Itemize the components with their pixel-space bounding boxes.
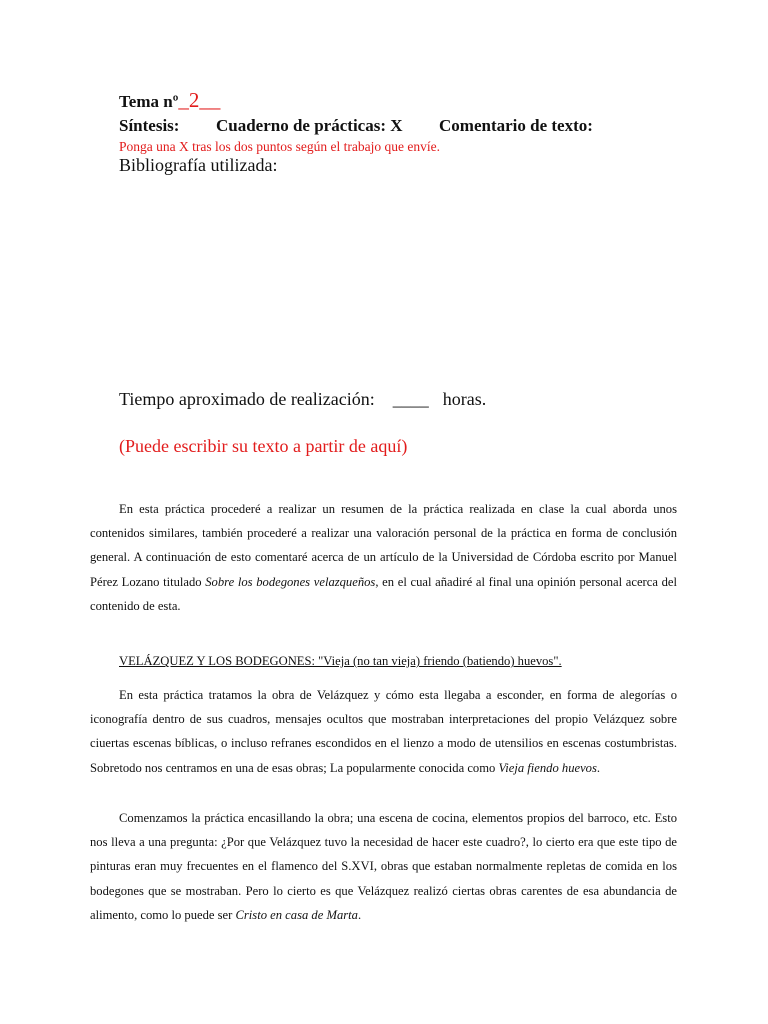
bibliografia-label: Bibliografía utilizada: [119,155,278,175]
tema-label: Tema nº [119,92,179,111]
paragraph-velazquez-text-a: En esta práctica tratamos la obra de Velázquez y cómo esta llegaba a esconder, en forma de alegorías o iconografía dentro de sus cuadros, mensajes ocultos que mostraban interpretaciones del propio Velázquez sobre ciuertas escenas bíblicas, o incluso refranes escondidos en el lienzo a modo de utensilios en escenas costumbristas. Sobretodo nos centramos en una de esas obras; La popularmente conocida como [90,688,677,775]
instruction-text: Ponga una X tras los dos puntos según el trabajo que envíe. [119,139,440,154]
painting-title-vieja: Vieja fiendo huevos [498,760,597,775]
tiempo-label: Tiempo aproximado de realización: [119,389,375,409]
tiempo-unit: horas. [442,389,487,409]
painting-title-cristo: Cristo en casa de Marta [235,907,358,922]
paragraph-intro-text-b: , en el cual añadiré al final una opinión personal acerca del contenido de esta. [90,574,677,613]
comentario-label: Comentario de texto: [439,116,593,135]
tema-line [119,88,220,113]
article-title: Sobre los bodegones velazqueños [205,574,376,589]
tiempo-blank: ____ [392,389,429,409]
paragraph-velazquez [90,683,677,780]
cuaderno-label: Cuaderno de prácticas: X [216,116,403,135]
section-title: VELÁZQUEZ Y LOS BODEGONES: "Vieja (no tan vieja) friendo (batiendo) huevos". [119,654,562,668]
paragraph-intro-text-a: En esta práctica procederé a realizar un resumen de la práctica realizada en clase la cual aborda unos contenidos similares, también procederé a realizar una valoración personal de la práctica en forma de conclusión general. A continuación de esto comentaré acerca de un artículo de la Universidad de Córdoba escrito por Manuel Pérez Lozano titulado [90,502,677,589]
paragraph-comenzamos [90,806,677,927]
sintesis-label: Síntesis: [119,116,180,135]
tema-number: _2__ [178,88,221,112]
paragraph-comenzamos-text-a: Comenzamos la práctica encasillando la obra; una escena de cocina, elementos propios del barroco, etc. Esto nos lleva a una pregunta: ¿Por que Velázquez tuvo la necesidad de hacer este cuadro?, lo cierto era que este tipo de pinturas eran muy frecuentes en el flamenco del S.XVI, obras que estaban normalmente repletas de comida en los bodegones que se mostraban. Pero lo cierto es que Velázquez realizó ciertas obras carentes de esa abundancia de alimento, como lo puede ser [90,811,677,922]
tiempo-line [119,389,486,410]
puede-escribir-text: (Puede escribir su texto a partir de aquí) [119,436,408,456]
paragraph-intro [90,497,677,618]
paragraph-comenzamos-text-b: . [357,907,362,922]
work-type-line [119,116,593,136]
paragraph-velazquez-text-b: . [596,760,601,775]
